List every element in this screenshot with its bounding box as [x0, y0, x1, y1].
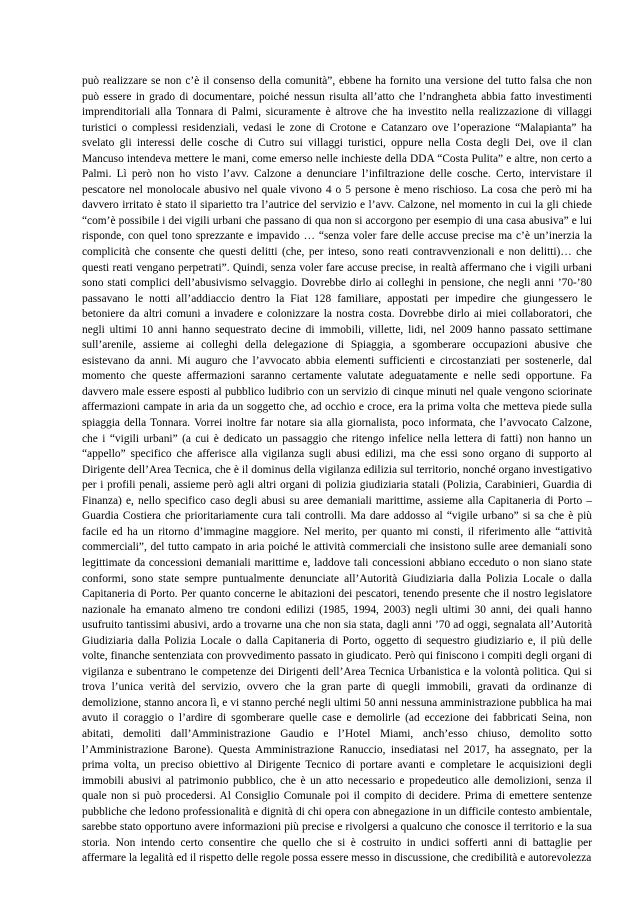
body-paragraph: può realizzare se non c’è il consenso della comunità”, ebbene ha fornito una versione del tutto falsa che non può essere in grado di documentare, poiché nessun risulta all’atto che l’ndrangheta abbia fatto investimenti imprenditoriali alla Tonnara di Palmi, sicuramente è altrove che ha investito nella realizzazione di villaggi turistici o complessi residenziali, vedasi le zone di Crotone e Catanzaro ove l’operazione “Malapianta” ha svelato gli interessi delle cosche di Cutro sui villaggi turistici, oppure nella Costa degli Dei, ove il clan Mancuso intendeva mettere le mani, come emerso nelle inchieste della DDA “Costa Pulita” e altre, non certo a Palmi. Lì però non ho visto l’avv. Calzone a denunciare l’infiltrazione delle cosche. Certo, intervistare il pescatore nel monolocale abusivo nel quale vivono 4 o 5 persone è meno rischioso. La cosa che però mi ha davvero irritato è stato il siparietto tra l’autrice del servizio e l’avv. Calzone, nel momento in cui la gli chiede “com’è possibile i dei vigili urbani che passano di qua non si accorgono per esempio di una casa abusiva” e lui risponde, con quel tono sprezzante e impavido … “senza voler fare delle accuse precise ma c’è un’inerzia la complicità che consente che questi delitti (che, per inteso, sono reati contravvenzionali e non delitti)… che questi reati vengano perpetrati”. Quindi, senza voler fare accuse precise, in realtà affermano che i vigili urbani sono stati complici dell’abusivismo selvaggio. Dovrebbe dirlo ai colleghi in pensione, che negli anni ’70-’80 passavano le notti all’addiaccio dentro la Fiat 128 familiare, appostati per impedire che giungessero le betoniere da altri comuni a invadere e colonizzare la nostra costa. Dovrebbe dirlo ai miei collaboratori, che negli ultimi 10 anni hanno sequestrato decine di immobili, villette, lidi, nel 2009 hanno passato settimane sull’arenile, assieme ai colleghi della delegazione di Spiaggia, a sgomberare occupazioni abusive che esistevano da anni. Mi auguro che l’avvocato abbia elementi sufficienti e circostanziati per sostenerle, dal momento che queste affermazioni saranno certamente valutate adeguatamente e nelle sedi opportune. Fa davvero male essere esposti al pubblico ludibrio con un servizio di cinque minuti nel quale vengono sciorinate affermazioni campate in aria da un soggetto che, ad occhio e croce, era la prima volta che metteva piede sulla spiaggia della Tonnara. Vorrei inoltre far notare sia alla giornalista, poco informata, che l’avvocato Calzone, che i “vigili urbani” (a cui è dedicato un passaggio che ritengo infelice nella lettera di fatti) non hanno un “appello” specifico che afferisce alla vigilanza sugli abusi edilizi, ma che essi sono organo di supporto al Dirigente dell’Area Tecnica, che è il dominus della vigilanza edilizia sul territorio, nonché organo investigativo per i profili penali, assieme però agli altri organi di polizia giudiziaria statali (Polizia, Carabinieri, Guardia di Finanza) e, nello specifico caso degli abusi su aree demaniali marittime, assieme alla Capitaneria di Porto – Guardia Costiera che prioritariamente cura tali controlli. Ma dare addosso al “vigile urbano” si sa che è più facile ed ha un ritorno d’immagine maggiore. Nel merito, per quanto mi consti, il riferimento alle “attività commerciali”, del tutto campato in aria poiché le attività commerciali che insistono sulle aree demaniali sono legittimate da concessioni demaniali marittime e, laddove tali concessioni abbiano ecceduto o non siano state conformi, sono state sempre puntualmente denunciate all’Autorità Giudiziaria dalla Polizia Locale o dalla Capitaneria di Porto. Per quanto concerne le abitazioni dei pescatori, tenendo presente che il nostro legislatore nazionale ha emanato almeno tre condoni edilizi (1985, 1994, 2003) negli ultimi 30 anni, dei quali hanno usufruito tantissimi abusivi, ardo a trovarne una che non sia stata, dagli anni ’70 ad oggi, segnalata all’Autorità Giudiziaria dalla Polizia Locale o dalla Capitaneria di Porto, oggetto di sequestro giudiziario e, il più delle volte, finanche sentenziata con provvedimento passato in giudicato. Però qui finiscono i compiti degli organi di vigilanza e subentrano le competenze dei Dirigenti dell’Area Tecnica Urbanistica e la volontà politica. Qui si trova l’unica verità del servizio, ovvero che la gran parte di quegli immobili, gravati da ordinanze di demolizione, stanno ancora lì, e vi stanno perché negli ultimi 50 anni nessuna amministrazione pubblica ha mai avuto il coraggio o l’ardire di sgomberare quelle case e demolirle (ad eccezione dei fabbricati Seina, non abitati, demoliti dall’Amministrazione Gaudio e l’Hotel Miami, anch’esso chiuso, demolito sotto l’Amministrazione Barone). Questa Amministrazione Ranuccio, insediatasi nel 2017, ha assegnato, per la prima volta, un preciso obiettivo al Dirigente Tecnico di portare avanti e completare le acquisizioni degli immobili abusivi al patrimonio pubblico, che è un atto necessario e propedeutico alle demolizioni, senza il quale non si può procedersi. Al Consiglio Comunale poi il compito di decidere. Prima di emettere sentenze pubbliche che ledono professionalità e dignità di chi opera con abnegazione in un difficile contesto ambientale, sarebbe stato opportuno avere informazioni più precise e rivolgersi a qualcuno che conosce il territorio e la sua storia. Non intendo certo consentire che quello che si è costruito in undici sofferti anni di battaglie per affermare la legalità ed il rispetto delle regole possa essere messo in discussione, che credibilità e autorevolezza [82, 75, 592, 865]
